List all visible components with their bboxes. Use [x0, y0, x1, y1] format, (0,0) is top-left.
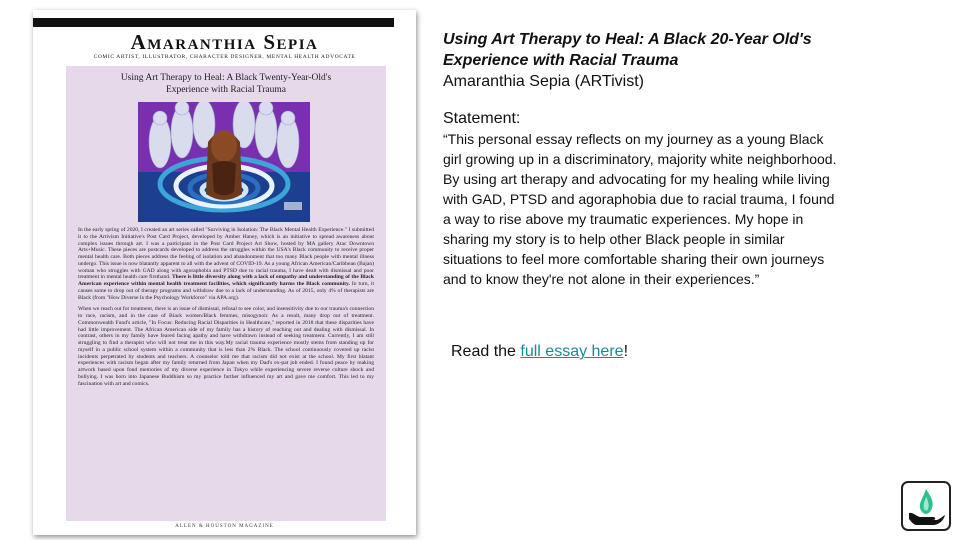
artwork-illustration: [138, 102, 310, 222]
magazine-footer: ALLEN & HOUSTON MAGAZINE: [175, 524, 274, 529]
essay-panel: [66, 66, 386, 521]
essay-title: [66, 72, 386, 96]
essay-info-title-line-1: Using Art Therapy to Heal: A Black 20-Year Old's: [443, 31, 812, 48]
read-suffix: !: [623, 343, 629, 360]
flame-in-hand-icon: [901, 481, 951, 531]
essay-info-title-line-2: Experience with Racial Trauma: [443, 52, 679, 69]
flame-in-hand-icon-graphic: [903, 483, 949, 529]
document-author-subtitle: COMIC ARTIST, ILLUSTRATOR, CHARACTER DESIGNER, MENTAL HEALTH ADVOCATE: [93, 54, 356, 60]
essay-info-title: [443, 29, 843, 71]
essay-paragraph-1: [78, 227, 374, 301]
statement-text: “This personal essay reflects on my journey as a young Black girl growing up in a discriminatory, majority white neighborhood. By using art therapy and advocating for my healing while living with GAD, PTSD and agoraphobia due to racial trauma, I found a way to rise above my traumatic experiences. My hope in sharing my story is to help other Black people in similar situations to feel more comfortable sharing their own journeys and to know they're not alone in their experiences.”: [443, 131, 837, 287]
statement-label: Statement:: [443, 110, 521, 127]
essay-paragraph-1-bold: There is little diversity along with a lack of empathy and understanding of the Black American experience within mental health treatment facilities, which significantly harms the Black community.: [78, 274, 374, 287]
read-prefix: Read the: [451, 343, 521, 360]
essay-paragraph-1-text: In the early spring of 2020, I created an art series called "Surviving in Isolation: The Black Mental Health Experience." I submitted it to the Artivism Initiative's Post Card Project, developed by Amber Haney, which is an initiative to spread awareness about complex issues through art. I was a participant in the Post Card Project Art Show, hosted by MA gallery Atac Downtown Arts+Music. These pieces are postcards developed to address the struggles within the USA's Black community to receive proper mental health care. Both pieces address the feeling of isolation and abandonment that too many Black people with mental illness undergo. This issue is now blatantly apparent to all with the advent of COVID-19. As a young African American/Caribbean (Bajan) woman who struggles with GAD along with agoraphobia and PTSD due to racial trauma, I have dealt with dismissal and poor treatment in mental health care firsthand.: [78, 227, 374, 281]
read-full-essay-line: [451, 341, 628, 363]
essay-body: [78, 227, 374, 392]
essay-paragraph-2: When we reach out for treatment, there is an issue of dismissal, refusal to see color, and insensitivity due to our trauma's connection to race, racism, and in the case of Black women/Black femmes, misogynoir. As a result, many drop out of treatment. Commonwealth Fund's article, "In Focus: Reducing Racial Disparities in Healthcare," reported in 2018 that these disparities have had little improvement. The African American side of my family has a history of reaching out and dealing with dismissal. In contrast, others in my family have feared facing apathy and have withdrawn instead of seeking treatment. Currently, I am still struggling to find a therapist who will not treat me in this way.My racial trauma experience mostly stems from standing up for myself in a public school system within a community that is less than 2% Black. The school continuously covered up racist incidents perpetrated by students and teachers. A counselor told me that racism did not exist at the school. My first blatant experiences with racism began after my family returned from Japan when my Dad's ex-pat job ended. I found peace by making artwork based upon fond memories of my diverse experience in Tokyo while experiencing severe reverse culture shock and bullying. I was born into Japanese Buddhism so my practice further influenced my art and gave me comfort. This led to my fascination with art and comics.: [78, 306, 374, 387]
document-top-bar: [33, 18, 416, 27]
document-author-name: Amaranthia Sepia: [130, 30, 319, 54]
essay-title-line-2: Experience with Racial Trauma: [165, 85, 287, 95]
essay-info-author: Amaranthia Sepia (ARTivist): [443, 73, 644, 90]
full-essay-link[interactable]: full essay here: [520, 343, 624, 360]
essay-info-panel: [443, 29, 843, 289]
essay-document-preview: [33, 10, 416, 535]
essay-title-line-1: Using Art Therapy to Heal: A Black Twenty-Year-Old's: [120, 73, 332, 83]
essay-paragraph-1-end: In turn, it causes some to drop out of therapy programs and withdraw due to a lack of understanding. As of 2015, only 4% of therapists are Black (from "How Diverse Is the Psychology Workforce" via APA.org).: [78, 281, 374, 301]
